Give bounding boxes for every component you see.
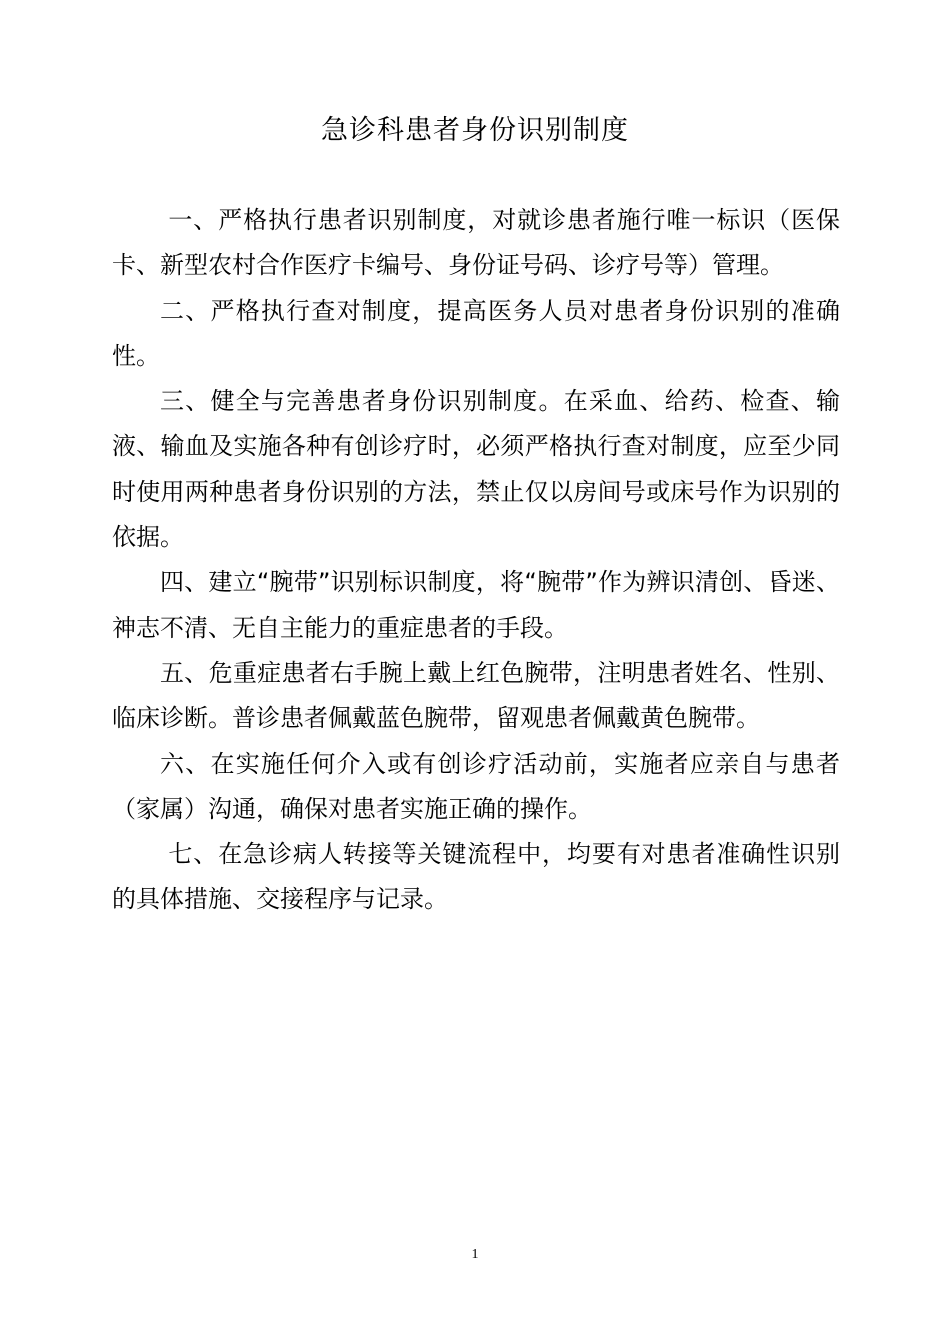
document-body <box>112 198 840 923</box>
paragraph-3: 三、健全与完善患者身份识别制度。在采血、给药、检查、输液、输血及实施各种有创诊疗时，必须严格执行查对制度，应至少同时使用两种患者身份识别的方法，禁止仅以房间号或床号作为识别的依据。 <box>112 387 840 552</box>
paragraph-1: 一、严格执行患者识别制度，对就诊患者施行唯一标识（医保卡、新型农村合作医疗卡编号、身份证号码、诊疗号等）管理。 <box>112 206 840 280</box>
paragraph-4: 四、建立“腕带”识别标识制度，将“腕带”作为辨识清创、昏迷、神志不清、无自主能力的重症患者的手段。 <box>112 568 840 642</box>
paragraph-6: 六、在实施任何介入或有创诊疗活动前，实施者应亲自与患者（家属）沟通，确保对患者实施正确的操作。 <box>112 749 840 823</box>
paragraph-7: 七、在急诊病人转接等关键流程中，均要有对患者准确性识别的具体措施、交接程序与记录。 <box>112 840 840 914</box>
document-title: 急诊科患者身份识别制度 <box>321 115 629 146</box>
page-number: 1 <box>471 1247 479 1262</box>
paragraph-2: 二、严格执行查对制度，提高医务人员对患者身份识别的准确性。 <box>112 296 840 370</box>
paragraph-5: 五、危重症患者右手腕上戴上红色腕带，注明患者姓名、性别、临床诊断。普诊患者佩戴蓝色腕带，留观患者佩戴黄色腕带。 <box>112 658 840 733</box>
